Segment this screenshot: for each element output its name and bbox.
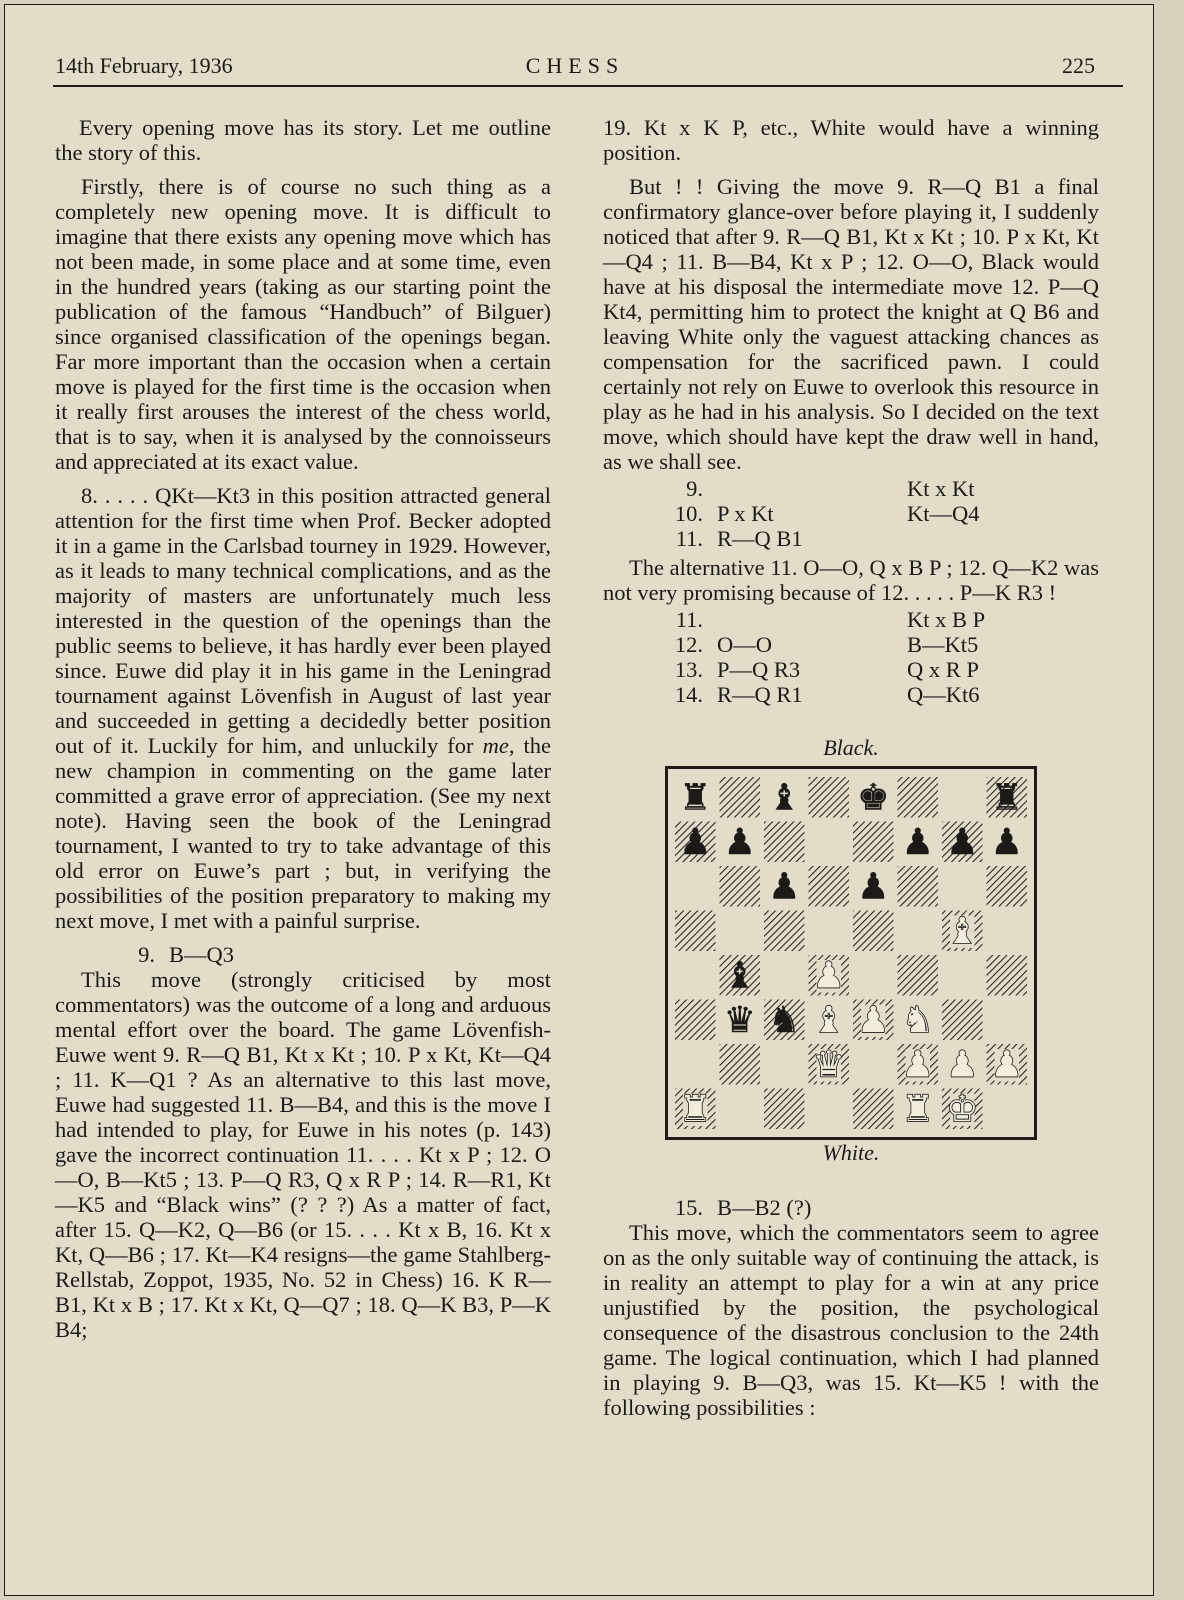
black-move: Q—Kt6 [907, 682, 980, 707]
dark-square [720, 1044, 761, 1085]
dark-square [809, 866, 850, 907]
black-king-icon: ♚ [857, 777, 890, 819]
move-number: 10. [674, 501, 703, 526]
white-move [717, 476, 907, 501]
dark-square [764, 822, 805, 863]
white-rook-icon: ♜ [901, 1088, 934, 1130]
issue-date: 14th February, 1936 [55, 53, 233, 78]
dark-square [720, 777, 761, 818]
diagram-label-white: White. [822, 1140, 880, 1165]
black-pawn-icon: ♟ [768, 866, 801, 908]
move-number: 9. [686, 476, 703, 501]
left-column [55, 115, 551, 1351]
black-queen-icon: ♛ [723, 999, 756, 1041]
move-number: 11. [675, 607, 703, 632]
move-number: 14. [674, 682, 703, 707]
black-move: B—Kt5 [907, 632, 979, 657]
white-move: B—Q3 [169, 942, 235, 967]
black-pawn-icon: ♟ [679, 821, 712, 863]
paragraph: Every opening move has its story. Let me outline the story of this. [55, 115, 551, 165]
right-column [603, 115, 1099, 1429]
dark-square [809, 777, 850, 818]
dark-square [720, 866, 761, 907]
dark-square [675, 911, 716, 952]
move-line [55, 942, 359, 967]
chess-diagram [665, 766, 1037, 1140]
white-pawn-icon: ♟ [901, 1044, 934, 1086]
dark-square [853, 1089, 894, 1130]
black-bishop-icon: ♝ [768, 777, 801, 819]
dark-square [987, 866, 1028, 907]
dark-square [853, 911, 894, 952]
dark-square [987, 955, 1028, 996]
white-move [717, 607, 907, 632]
move-number: 12. [674, 632, 703, 657]
black-move: Kt x Kt [907, 476, 975, 501]
white-move: P x Kt [717, 501, 774, 526]
paragraph: This move (strongly criticised by most commentators) was the outcome of a long and arduous mental effort over the board. The game Lövenfish-Euwe went 9. R—Q B1, Kt x Kt ; 10. P x Kt, Kt—Q4 ; 11. K—Q1 ? As an alternative to this last move, Euwe had suggested 11. B—B4, and this is the move I had intended to play, for Euwe in his notes (p. 143) gave the incorrect continuation 11. . . . Kt x P ; 12. O—O, B—Kt5 ; 13. P—Q R3, Q x R P ; 14. R—R1, Kt—K5 and “Black wins” (? ? ?) As a matter of fact, after 15. Q—K2, Q—B6 (or 15. . . . Kt x B, 16. Kt x Kt, Q—B6 ; 17. Kt—K4 resigns—the game Stahlberg-Rellstab, Zoppot, 1935, No. 52 in Chess) 16. K R—B1, Kt x B ; 17. Kt x Kt, Q—Q7 ; 18. Q—K B3, P—K B4; [55, 967, 551, 1342]
white-move: B—B2 (?) [717, 1195, 812, 1220]
black-pawn-icon: ♟ [901, 821, 934, 863]
page-number: 225 [1062, 53, 1095, 78]
dark-square [898, 777, 939, 818]
white-bishop-icon: ♝ [812, 999, 845, 1041]
black-bishop-icon: ♝ [723, 955, 756, 997]
paragraph: But ! ! Giving the move 9. R—Q B1 a final confirmatory glance-over before playing it, I suddenly noticed that after 9. R—Q B1, Kt x Kt ; 10. P x Kt, Kt—Q4 ; 11. B—B4, Kt x P ; 12. O—O, Black would have at his disposal the intermediate move 12. P—Q Kt4, permitting him to protect the knight at Q B6 and leaving White only the vaguest attacking chances as compensation for the sacrificed pawn. I could certainly not rely on Euwe to overlook this resource in play as he had in his analysis. So I decided on the text move, which should have kept the draw well in hand, as we shall see. [603, 174, 1099, 474]
move-table [603, 476, 1087, 551]
black-pawn-icon: ♟ [946, 821, 979, 863]
black-pawn-icon: ♟ [990, 821, 1023, 863]
white-pawn-icon: ♟ [857, 999, 890, 1041]
paragraph: 19. Kt x K P, etc., White would have a winning position. [603, 115, 1099, 165]
white-move: O—O [717, 632, 772, 657]
white-pawn-icon: ♟ [812, 955, 845, 997]
diagram-label-black: Black. [823, 735, 879, 760]
paragraph: The alternative 11. O—O, Q x B P ; 12. Q—K2 was not very promising because of 12. . . . . P—K R3 ! [603, 555, 1099, 605]
dark-square [764, 1089, 805, 1130]
white-pawn-icon: ♟ [990, 1044, 1023, 1086]
white-move: P—Q R3 [717, 657, 801, 682]
magazine-page [4, 4, 1154, 1596]
black-move: Q x R P [907, 657, 979, 682]
black-rook-icon: ♜ [679, 777, 712, 819]
move-number: 15. [674, 1195, 703, 1220]
black-rook-icon: ♜ [990, 777, 1023, 819]
move-number: 9. [138, 942, 155, 967]
black-move [907, 526, 1087, 551]
paragraph: Firstly, there is of course no such thing as a completely new opening move. It is difficult to imagine that there exists any opening move which has not been made, in some place and at some time, even in the hundred years (taking as our starting point the publication of the famous “Handbuch” of Bilguer) since organised classification of the openings began. Far more important than the occasion when a certain move is played for the first time is the occasion when it really first arouses the interest of the chess world, that is to say, when it is analysed by the connoisseurs and appreciated at its exact value. [55, 174, 551, 474]
move-number: 13. [674, 657, 703, 682]
dark-square [853, 822, 894, 863]
black-move: Kt x B P [907, 607, 986, 632]
magazine-title: CHESS [525, 53, 625, 78]
dark-square [942, 1000, 983, 1041]
dark-square [764, 911, 805, 952]
white-rook-icon: ♜ [679, 1088, 712, 1130]
white-knight-icon: ♞ [901, 999, 934, 1041]
move-number: 11. [675, 526, 703, 551]
white-king-icon: ♚ [946, 1088, 979, 1130]
chess-board [672, 773, 1030, 1133]
black-move: Kt—Q4 [907, 501, 980, 526]
dark-square [675, 1000, 716, 1041]
dark-square [898, 955, 939, 996]
move-table [603, 607, 1087, 707]
white-move: R—Q R1 [717, 682, 803, 707]
black-pawn-icon: ♟ [723, 821, 756, 863]
white-bishop-icon: ♝ [946, 910, 979, 952]
black-pawn-icon: ♟ [857, 866, 890, 908]
paragraph: 8. . . . . QKt—Kt3 in this position attracted general attention for the first time when Prof. Becker adopted it in a game in the Carlsbad tourney in 1929. However, as it leads to many technical complications, and as the majority of masters are unfortunately much less interested in the question of the openings than the public seems to believe, it has hardly ever been played since. Euwe did play it in his game in the Leningrad tournament against Lövenfish in August of last year and succeeded in getting a decidedly better position out of it. Luckily for him, and unluckily for me, the new champion in commenting on the game later committed a grave error of appreciation. (See my next note). Having seen the book of the Leningrad tournament, I wanted to try to take advantage of this old error on Euwe’s part ; but, in verifying the possibilities of the position preparatory to making my next move, I met with a painful surprise. [55, 483, 551, 933]
black-knight-icon: ♞ [768, 999, 801, 1041]
white-queen-icon: ♛ [812, 1044, 845, 1086]
white-move: R—Q B1 [717, 526, 803, 551]
white-pawn-icon: ♟ [946, 1044, 979, 1086]
page-header [55, 53, 1095, 87]
paragraph: This move, which the commentators seem to agree on as the only suitable way of continuing the attack, is in reality an attempt to play for a win at any price unjustified by the position, the psychological consequence of the disastrous conclusion to the 24th game. The logical continuation, which I had planned in playing 9. B—Q3, was 15. Kt—K5 ! with the following possibilities : [603, 1220, 1099, 1420]
dark-square [898, 866, 939, 907]
header-rule [53, 85, 1123, 87]
move-line [603, 1195, 1017, 1220]
